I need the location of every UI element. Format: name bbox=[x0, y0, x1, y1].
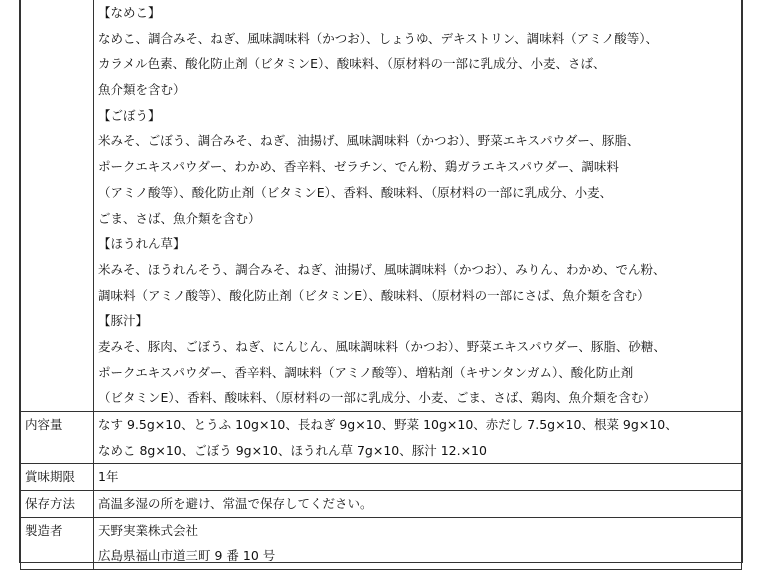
row-label: 内容量 bbox=[25, 417, 63, 432]
ingredients-line: 【ごぼう】 bbox=[98, 107, 161, 123]
ingredients-line: ごま、さば、魚介類を含む） bbox=[98, 210, 261, 226]
ingredients-line: 調味料（アミノ酸等）、酸化防止剤（ビタミンE）、酸味料、（原材料の一部にさば、魚介類を含む） bbox=[98, 287, 650, 303]
ingredients-label-cell bbox=[21, 0, 94, 412]
row-value-line: 広島県福山市道三町 9 番 10 号 bbox=[98, 548, 276, 564]
ingredients-line: （ビタミンE）、香料、酸味料、（原材料の一部に乳成分、小麦、ごま、さば、鶏肉、魚介類を含む） bbox=[98, 390, 656, 406]
ingredients-line: 麦みそ、豚肉、ごぼう、ねぎ、にんじん、風味調味料（かつお）、野菜エキスパウダー、豚脂、砂糖、 bbox=[98, 338, 666, 354]
row-label: 保存方法 bbox=[25, 496, 76, 512]
ingredients-line: ポークエキスパウダー、香辛料、調味料（アミノ酸等）、増粘剤（キサンタンガム）、酸化防止剤 bbox=[98, 364, 634, 380]
content-amount-row bbox=[21, 412, 742, 464]
row-value-line: 高温多湿の所を避け、常温で保存してください。 bbox=[98, 496, 373, 512]
ingredients-line: （アミノ酸等）、酸化防止剤（ビタミンE）、香料、酸味料、（原材料の一部に乳成分、小麦、 bbox=[98, 184, 613, 200]
manufacturer-value bbox=[94, 517, 742, 569]
row-value-line: なす 9.5g×10、とうふ 10g×10、長ねぎ 9g×10、野菜 10g×10、赤だし 7.5g×10、根菜 9g×10、 bbox=[98, 417, 678, 432]
row-value-line: 天野実業株式会社 bbox=[98, 522, 199, 538]
ingredients-line: 【豚汁】 bbox=[98, 313, 149, 329]
row-value-line: なめこ 8g×10、ごぼう 9g×10、ほうれん草 7g×10、豚汁 12.×10 bbox=[98, 442, 487, 458]
manufacturer-label bbox=[21, 517, 94, 569]
info-table bbox=[20, 0, 742, 570]
ingredients-line: 米みそ、ごぼう、調合みそ、ねぎ、油揚げ、風味調味料（かつお）、野菜エキスパウダー、豚脂、 bbox=[98, 133, 640, 149]
ingredients-line: カラメル色素、酸化防止剤（ビタミンE）、酸味料、（原材料の一部に乳成分、小麦、さば、 bbox=[98, 56, 606, 72]
best-before-value bbox=[94, 464, 742, 491]
storage-row bbox=[21, 491, 742, 518]
content-amount-value bbox=[94, 412, 742, 464]
row-label: 製造者 bbox=[25, 522, 63, 538]
ingredients-line: 魚介類を含む） bbox=[98, 82, 186, 98]
product-info-table bbox=[19, 0, 743, 563]
ingredients-line: ポークエキスパウダー、わかめ、香辛料、ゼラチン、でん粉、鶏ガラエキスパウダー、調味料 bbox=[98, 159, 619, 175]
content-amount-label bbox=[21, 412, 94, 464]
best-before-label bbox=[21, 464, 94, 491]
best-before-row bbox=[21, 464, 742, 491]
storage-label bbox=[21, 491, 94, 518]
row-value-line: 1年 bbox=[98, 469, 119, 485]
manufacturer-row bbox=[21, 517, 742, 569]
ingredients-line: 米みそ、ほうれんそう、調合みそ、ねぎ、油揚げ、風味調味料（かつお）、みりん、わかめ、でん粉、 bbox=[98, 261, 666, 277]
ingredients-line: 【なめこ】 bbox=[98, 5, 161, 20]
ingredients-content-cell bbox=[94, 0, 742, 412]
ingredients-line: なめこ、調合みそ、ねぎ、風味調味料（かつお）、しょうゆ、デキストリン、調味料（アミノ酸等）、 bbox=[98, 30, 659, 46]
ingredients-line: 【ほうれん草】 bbox=[98, 236, 186, 252]
ingredients-row bbox=[21, 0, 742, 412]
row-label: 賞味期限 bbox=[25, 469, 76, 485]
storage-value bbox=[94, 491, 742, 518]
